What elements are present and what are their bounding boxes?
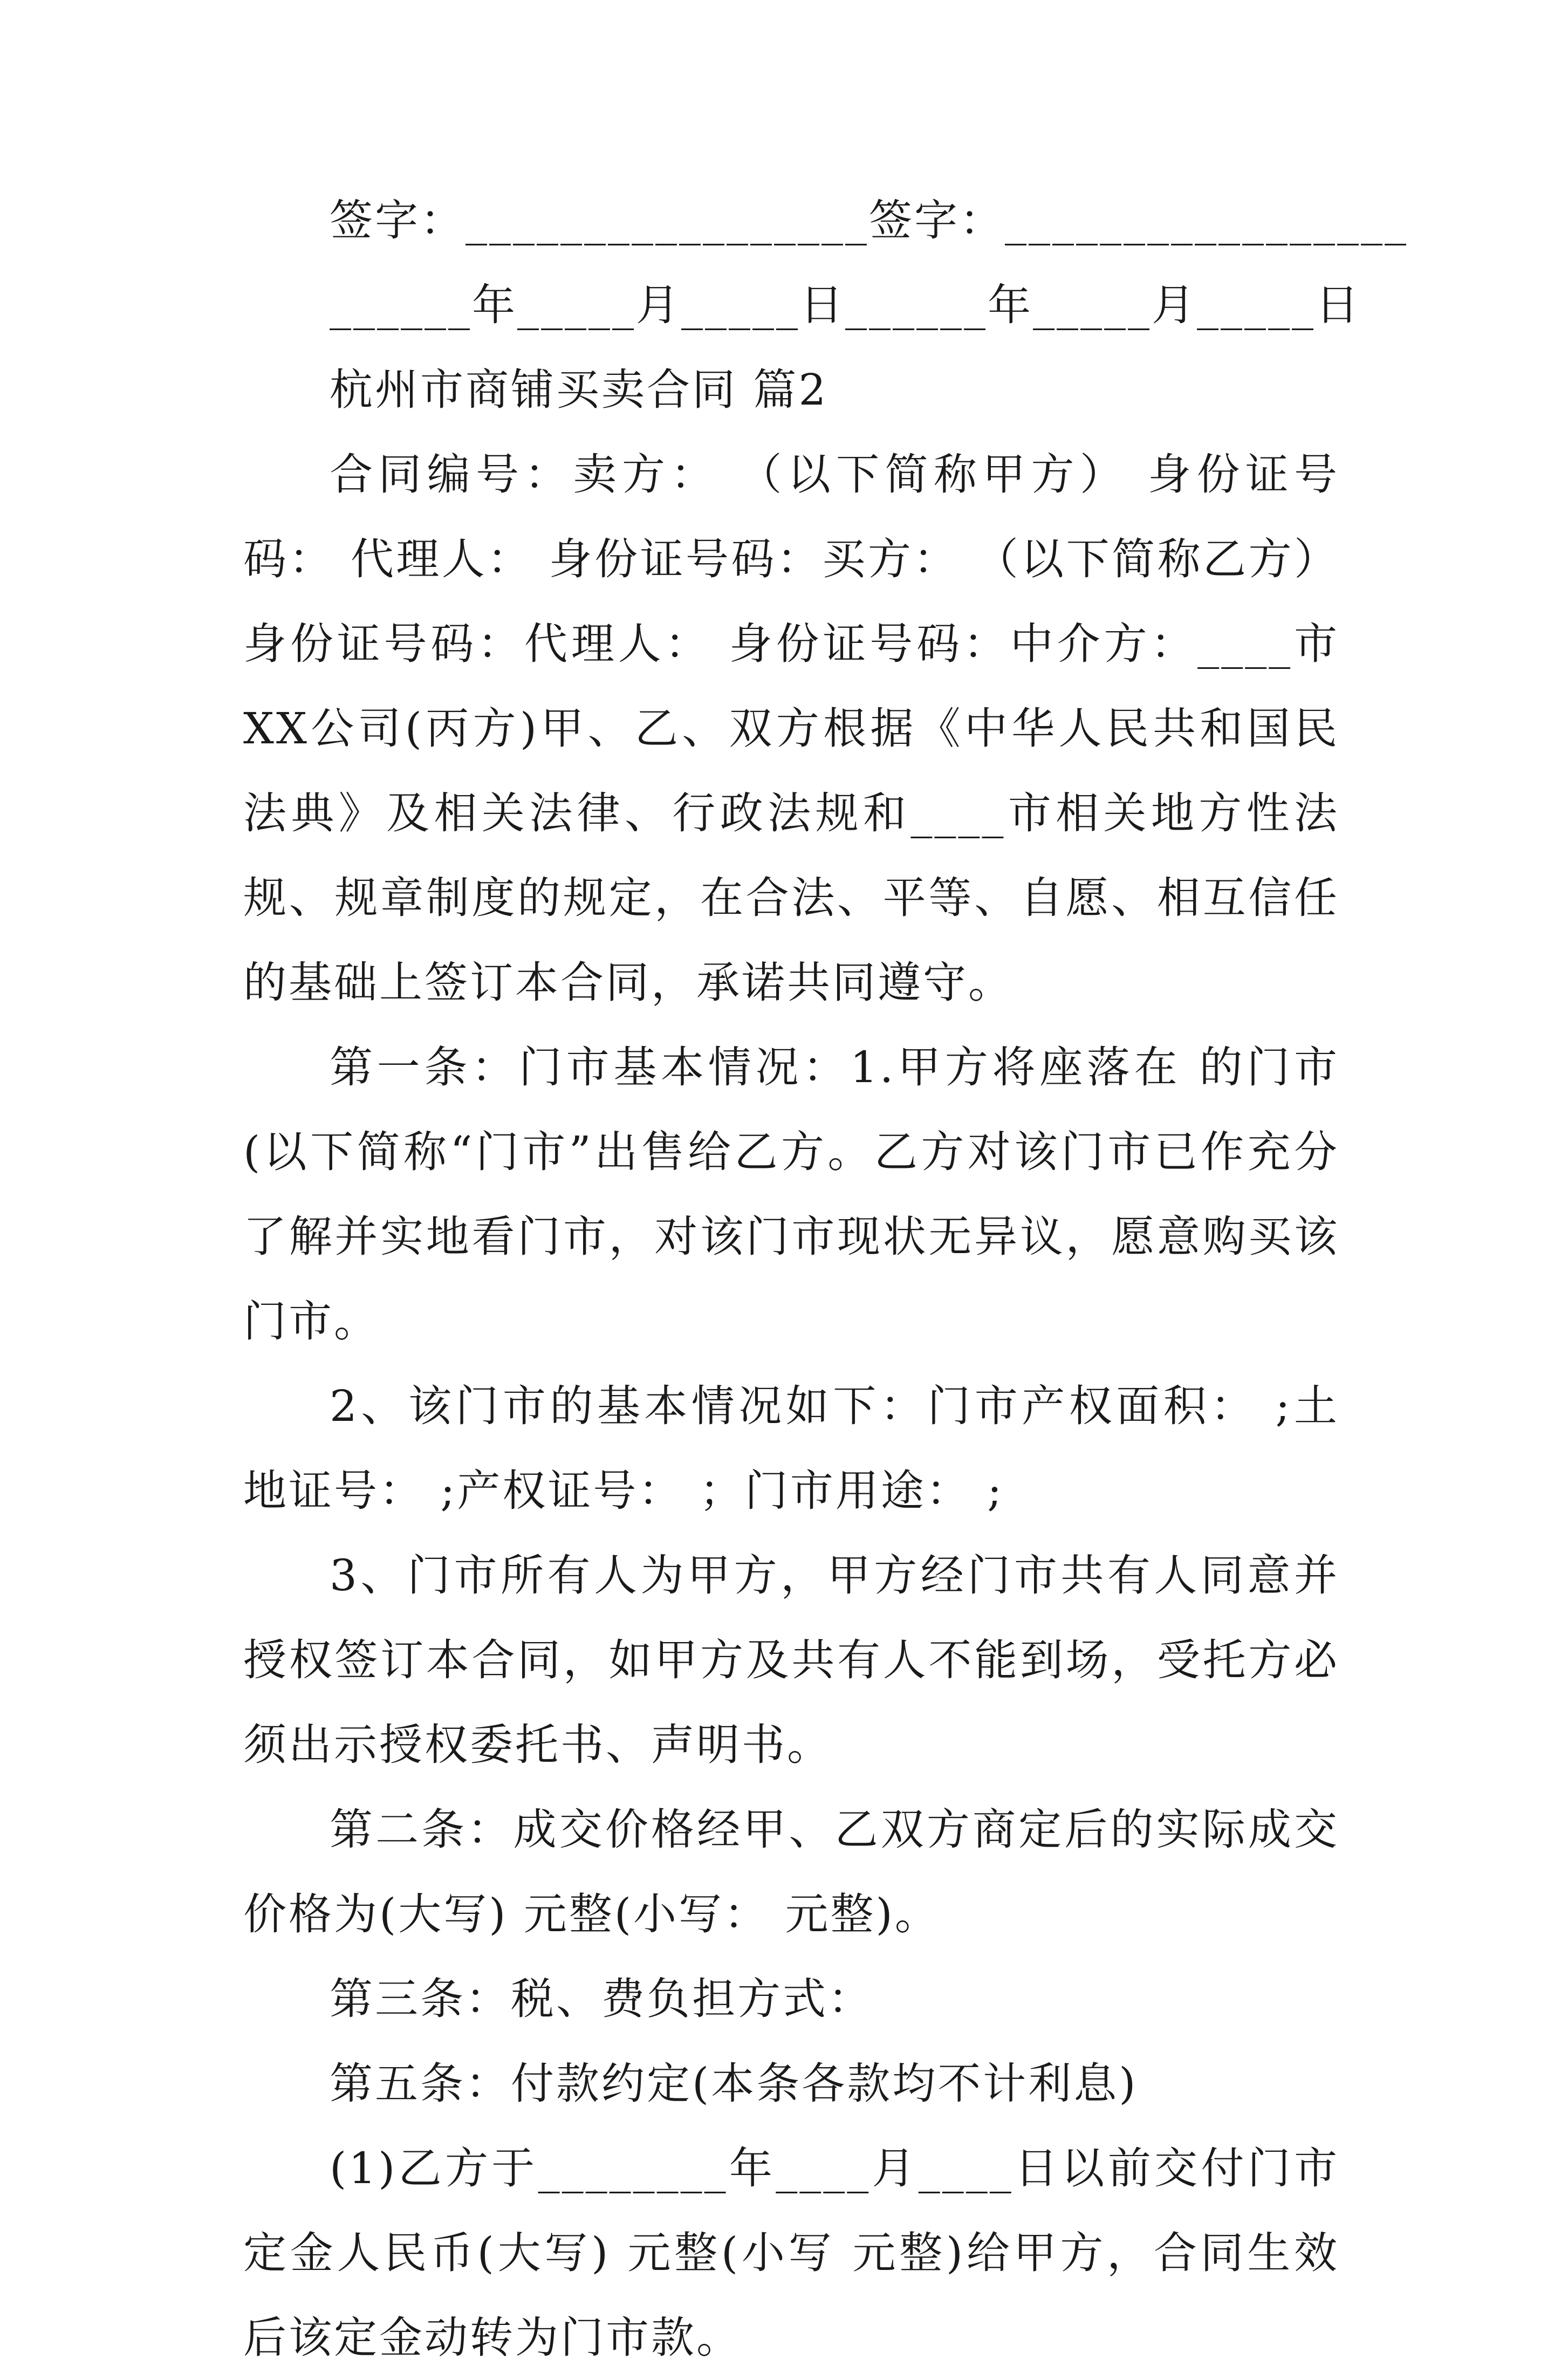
- date-line: ______年_____月_____日______年_____月_____日: [330, 280, 1361, 330]
- paragraph-article-1-item-2: 2、该门市的基本情况如下：门市产权面积： ;土地证号： ;产权证号： ；门市用途： ;: [243, 1381, 1339, 1516]
- paragraph-article-1: 第一条：门市基本情况：1.甲方将座落在 的门市(以下简称“门市”出售给乙方。乙方对该门市已作充分了解并实地看门市，对该门市现状无异议，愿意购买该门市。: [243, 1042, 1339, 1346]
- paragraph-article-5: 第五条：付款约定(本条各款均不计利息): [330, 2058, 1138, 2109]
- paragraph-article-5-item-1: (1)乙方于________年____月____日以前交付门市定金人民币(大写) 元整(小写 元整)给甲方，合同生效后该定金动转为门市款。: [243, 2143, 1339, 2363]
- paragraph-contract-parties: 合同编号：卖方： （以下简称甲方） 身份证号码： 代理人： 身份证号码：买方： （以下简称乙方） 身份证号码：代理人： 身份证号码：中介方：____市XX公司(丙方)甲、乙、双方根据《中华人民共和国民法典》及相关法律、行政法规和____市相关地方性法规、规章制度的规定，在合法、平等、自愿、相互信任的基础上签订本合同，承诺共同遵守。: [243, 449, 1339, 1008]
- paragraph-article-1-item-3: 3、门市所有人为甲方，甲方经门市共有人同意并授权签订本合同，如甲方及共有人不能到场，受托方必须出示授权委托书、声明书。: [243, 1550, 1339, 1770]
- paragraph-article-3: 第三条：税、费负担方式：: [330, 1974, 873, 2024]
- signature-line: 签字：_________________签字：_________________: [330, 195, 1408, 245]
- paragraph-article-2: 第二条：成交价格经甲、乙双方商定后的实际成交价格为(大写) 元整(小写： 元整)。: [243, 1804, 1339, 1939]
- document-body: [243, 178, 1408, 2380]
- section-title: 杭州市商铺买卖合同 篇2: [330, 365, 829, 415]
